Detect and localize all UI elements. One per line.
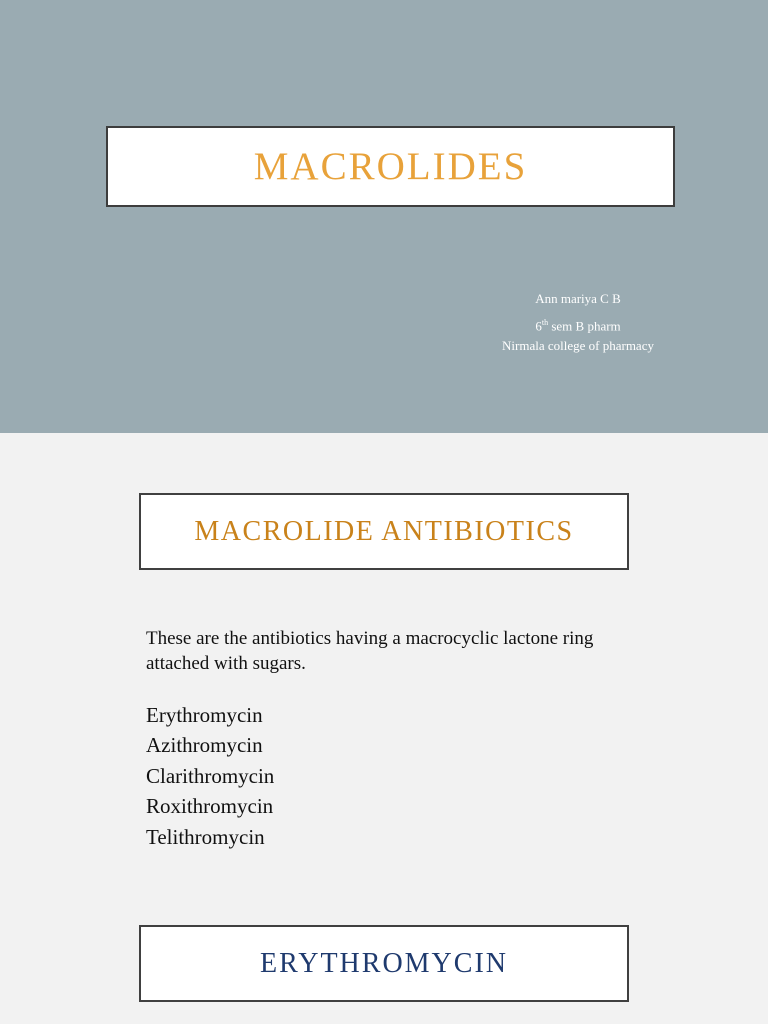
heading-box	[139, 493, 629, 570]
slide-heading: MACROLIDE ANTIBIOTICS	[194, 515, 574, 547]
next-slide-heading: ERYTHROMYCIN	[259, 947, 508, 979]
author-college: Nirmala college of pharmacy	[502, 338, 654, 353]
drug-item: Erythromycin	[146, 703, 263, 727]
semester-number: 6	[535, 317, 542, 333]
drug-list	[146, 701, 274, 853]
slide-title: MACROLIDES	[253, 145, 528, 188]
drug-item: Clarithromycin	[146, 763, 275, 788]
author-info	[478, 290, 678, 361]
content-slide	[0, 433, 768, 1024]
intro-text: These are the antibiotics having a macrocyclic lactone ring attached with sugars.	[146, 628, 594, 674]
drug-item: Roxithromycin	[146, 794, 274, 819]
semester-suffix: th	[541, 317, 549, 327]
drug-item: Telithromycin	[146, 824, 265, 849]
title-box	[106, 126, 675, 207]
title-slide	[0, 0, 768, 433]
drug-item: Azithromycin	[146, 733, 263, 758]
semester-rest: sem B pharm	[548, 317, 621, 333]
author-semester	[478, 314, 678, 338]
next-heading-box	[139, 925, 629, 1002]
author-name: Ann mariya C B	[535, 291, 621, 306]
